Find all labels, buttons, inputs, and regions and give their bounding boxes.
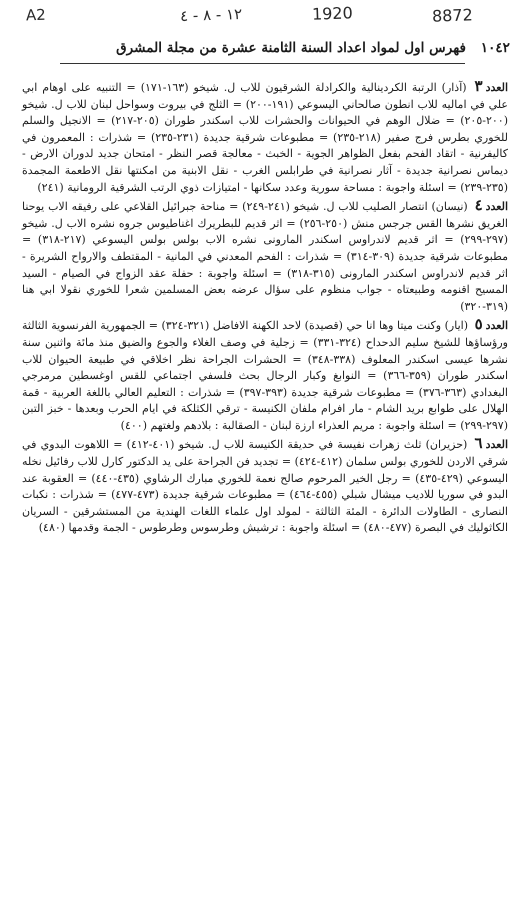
page-number: ١٠٤٢ [480,40,510,56]
issue-paragraph [22,197,508,315]
issue-body: (نيسان) انتصار الصليب للاب ل. شيخو (٢٤١-٢٤٩) = مناحة جبرائيل القلاعي على رفيقه الاب يوحنا الغريق نشرها القس جرجس منش (٢٥٠-٢٥٦) = اثر قديم للبطريرك اغناطيوس جروه نشره الاب ل. شيخو (٢٩٧-٢٩٩) = اثر قديم لاندراوس اسكندر المارونى نشره الاب بولس بولس اليسوعي (٢١٧-٣١٨) = مطبوعات شرقية جديدة (٣٠٩-٣١٤) = شذرات : الفحم المعدني في المانية - المقتطف والارواح الشريرة - اثر قديم لاندراوس اسكندر المارونى (٣١٥-٣١٨) = اسئلة واجوبة : حفلة عقد الزواج في الصيام - السيد المسيح اقنومه وطبيعتاه - جواب منظوم على سؤال عرضه بعض المسلمين شعرا للخوري نقولا ابي هنا (٣١٩-٣٢٠) [22,200,508,313]
issue-number: ٣ [474,77,483,95]
issue-label: العدد [485,319,509,333]
issue-section-3 [22,78,508,196]
issue-body: (ايار) وكنت ميتا وها انا حي (قصيدة) لاحد الكهنة الافاضل (٣٢١-٣٢٤) = الجمهورية الفرنسوية الثالثة ورؤساؤها للشيخ سليم الدحداح (٣٢٤-٣٣١) = زجلية في وصف الغلاء والجوع والضيق منذ مائة واثنين سنة نشرها عيسى اسكندر المعلوف (٣٣٨-٣٤٨) = الحشرات الجراحة نظر اخلاقي في طبيعة الحيوان للاب اسكندر طوران (٣٥٩-٣٦٦) = النوابغ وكبار الرجال بحث فلسفي اجتماعي للقس اوغسطين مرمرجي البغدادي (٣٦٣-٣٧٦) = مطبوعات شرقية جديدة (٣٩٣-٣٩٧) = شذرات : التعليم العالي باللغة العربية - قمة الهلال على طوابع بريد الشام - مار افرام ملفان الكنيسة - ترقي الكثلكة في ايام الحرب وبعدها - خبز التبن (٢٩٧-٢٩٩) = اسئلة واجوبة : مريم العذراء ارزة لبنان - الصقالبة : بلادهم ولغتهم (٤٠٠) [22,319,508,432]
page-title: فهرس اول لمواد اعداد السنة الثامنة عشرة من مجلة المشرق [116,40,467,56]
issue-paragraph [22,78,508,196]
issue-section-4 [22,197,508,315]
handwritten-date: ١٢ - ٨ - ٤ [179,4,243,26]
issue-number: ٤ [474,196,483,215]
issue-label: العدد [485,81,508,94]
issue-body: (آذار) الرتبة الكردينالية والكرادلة الشرقيون للاب ل. شيخو (١٦٣-١٧١) = التنبيه على اوهام ابي علي في اماليه للاب انطون صالحاني اليسوعي (١٩١-٢٠٠) = الثلج في بيروت وسواحل لبنان للاب ل. شيخو (٢٠٠-٢٠٥) = ضلال الوهم في الحيوانات والحشرات للاب اسكندر طوران (٢٠٥-٢١٧) = الانجيل والسلم للخوري بطرس فرج صفير (٢١٨-٢٣٥) = مطبوعات شرقية جديدة (٢٣١-٢٣٥) = شذرات : المعمرون في كاليفرنية - اتقاد الفحم بفعل الظواهر الجوية - الخبث - معالجة قصر النظر - امتحان جديد لدوران الارض - ديماس نصرانية جديدة - آثار نصرانية في طرابلس الغرب - نقل الابنية من امكنتها نقل الاطعمة المجمدة (٢٣٥-٢٣٩) = اسئلة واجوبة : مساحة سورية وعدد سكانها - امتيازات ذوي الرتب الشرقية الرومانية (٢٤١) [22,81,508,194]
issue-label: العدد [485,438,508,452]
issue-section-6 [22,435,508,537]
page-header [50,40,510,56]
handwritten-year: 1920 [311,3,354,24]
issue-number: ٥ [474,315,483,334]
issue-label: العدد [485,200,509,214]
header-divider [60,63,465,64]
issue-body: (حزيران) ثلث زهرات نفيسة في حديقة الكنيسة للاب ل. شيخو (٤٠١-٤١٢) = اللاهوت البدوي في شرقي الاردن للخوري بولس سلمان (٤١٢-٤٢٤) = تجديد فن الجراحة على يد الدكتور كارل للاب رفائيل نخله اليسوعي (٤٢٩-٤٣٥) = رجل الخير المرحوم صالح نعمة للخوري مبارك الرشاوي (٤٣٥-٤٤٠) = العقوبة عند البدو في سوريا للاديب ميشال شبلي (٤٥٥-٤٦٤) = مطبوعات شرقية جديدة (٤٧٣-٤٧٧) = شذرات : نكبات النصارى - الطاولات الدائرة - المئة الثالثة - لمولد اول علماء اللغات الهندية من المستشرقين - السريان الكاثوليك في البصرة (٤٧٧-٤٨٠) = اسئلة واجوبة : ترشيش وطرسوس وطرطوس - الجمة وقدمها (٤٨٠) [22,438,509,535]
issue-paragraph [22,435,508,537]
issue-section-5 [22,316,508,434]
issue-number: ٦ [474,434,483,453]
handwritten-note-left: A2 [25,5,47,25]
issue-paragraph [22,316,508,434]
handwritten-catalog-number: 8872 [431,5,474,26]
index-content [22,78,508,538]
